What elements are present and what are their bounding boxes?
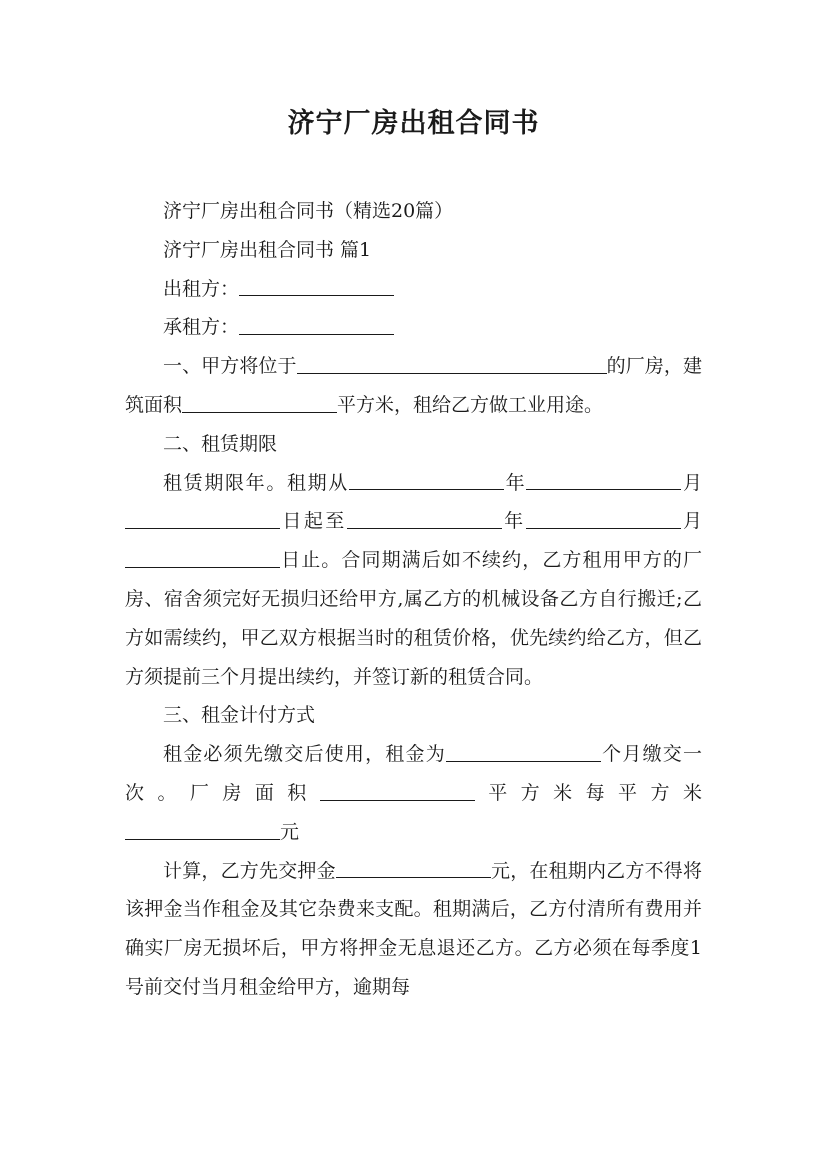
clause-1-text-c: 平方米，租给乙方做工业用途。 — [337, 393, 604, 416]
clause-4-text-a: 计算，乙方先交押金 — [163, 859, 336, 882]
deposit-blank — [336, 858, 491, 879]
clause-2 — [125, 464, 702, 697]
clause-3-text-b: 个月缴交一次。厂房面积 — [125, 743, 702, 804]
clause-3 — [125, 735, 702, 813]
clause-4-text-b: 元，在租期内乙方不得将该押金当作租金及其它杂费来支配。租期满后，乙方付清所有费用并确实厂房无损坏后，甲方将押金无息退还乙方。乙方必须在每季度1号前交付当月租金给甲方，逾期每 — [125, 859, 702, 998]
clause-1 — [125, 347, 702, 425]
clause-2-text-e: 年 — [501, 510, 526, 533]
clause-3-text-c: 平方米每平方米 — [474, 781, 702, 804]
lessor-line — [125, 270, 702, 309]
heading-2: 二、租赁期限 — [163, 432, 278, 455]
end-month-blank — [526, 508, 681, 529]
start-month-blank — [526, 470, 681, 491]
months-blank — [446, 741, 601, 762]
lessee-line — [125, 308, 702, 347]
clause-3-unit-line — [125, 813, 702, 852]
unit-price-blank — [125, 819, 280, 840]
start-day-blank — [125, 508, 280, 529]
clause-2-text-f: 月 — [680, 510, 702, 533]
subtitle: 济宁厂房出租合同书（精选20篇） — [163, 200, 454, 222]
lessor-label: 出租方： — [163, 277, 240, 300]
clause-3-text-d: 元 — [280, 820, 300, 843]
document-title: 济宁厂房出租合同书 — [287, 108, 540, 139]
clause-4 — [125, 852, 702, 1007]
start-year-blank — [349, 470, 504, 491]
section-heading: 济宁厂房出租合同书 篇1 — [163, 238, 372, 261]
heading-3: 三、租金计付方式 — [163, 704, 316, 727]
lessee-label: 承租方： — [163, 316, 240, 339]
clause-2-text-d: 日起至 — [280, 510, 347, 533]
clause-2-text-c: 月 — [681, 471, 702, 494]
clause-3-text-a: 租金必须先缴交后使用，租金为 — [163, 743, 446, 766]
area-blank — [182, 392, 337, 413]
clause-2-text-g: 日止。合同期满后如不续约，乙方租用甲方的厂房、宿舍须完好无损归还给甲方,属乙方的机械设备乙方自行搬迁;乙方如需续约，甲乙双方根据当时的租赁价格，优先续约给乙方，但乙方须提前三个月提出续约，并签订新的租赁合同。 — [125, 549, 702, 688]
clause-1-text-b: 的厂房，建筑面积 — [125, 355, 702, 416]
factory-area-blank — [320, 780, 475, 801]
clause-2-text-a: 租赁期限年。租期从 — [163, 471, 349, 494]
lessor-blank — [239, 276, 394, 297]
end-year-blank — [347, 508, 502, 529]
clause-2-text-b: 年 — [503, 471, 527, 494]
end-day-blank — [125, 547, 280, 568]
document-body — [125, 192, 702, 1007]
location-blank — [297, 353, 607, 374]
clause-1-text-a: 一、甲方将位于 — [163, 355, 297, 378]
lessee-blank — [239, 314, 394, 335]
